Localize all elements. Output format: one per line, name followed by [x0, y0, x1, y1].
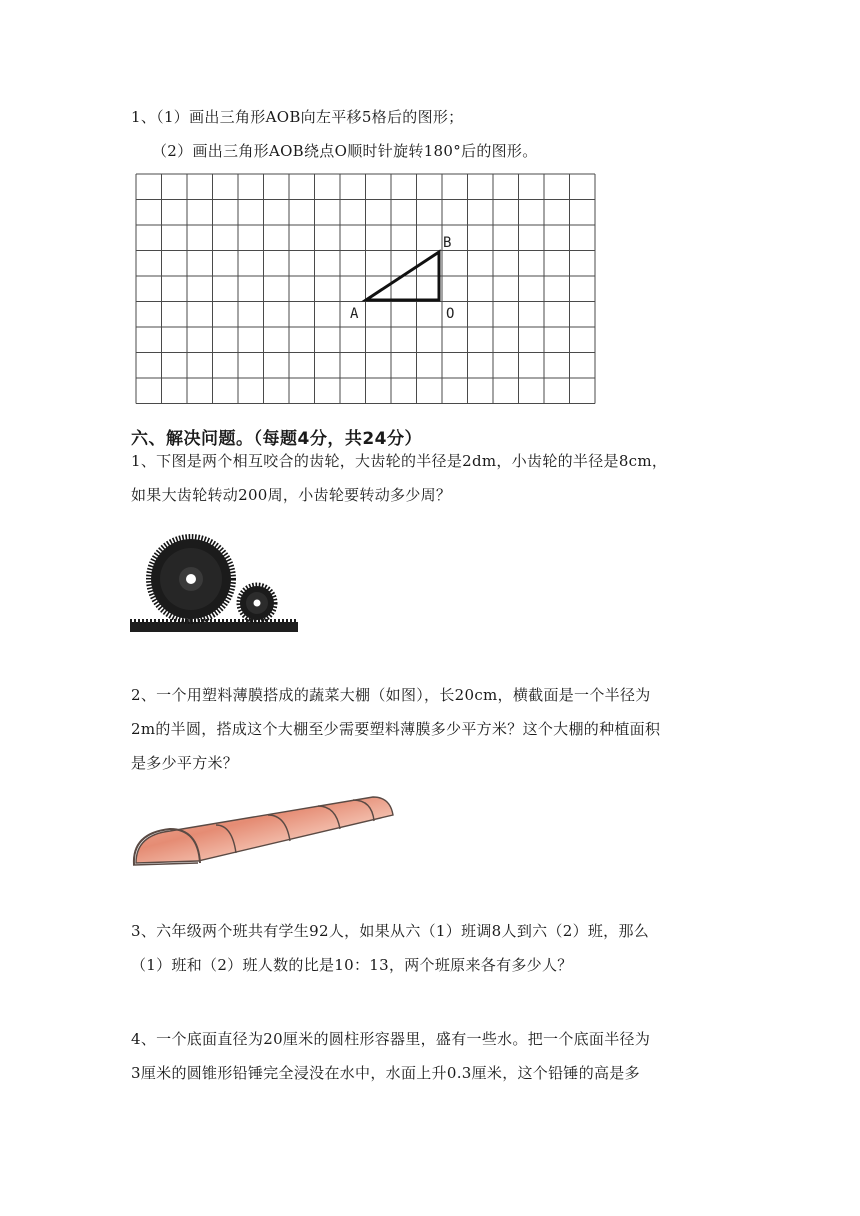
question-4-line2: 3厘米的圆锥形铅锤完全浸没在水中，水面上升0.3厘米，这个铅锤的高是多 [131, 1064, 640, 1082]
question-transform-line1: 1、（1）画出三角形AOB向左平移5格后的图形； [131, 108, 464, 126]
grid-figure [130, 170, 600, 406]
greenhouse-illustration [128, 787, 400, 871]
question-2-line3: 是多少平方米？ [131, 754, 239, 772]
large-gear [149, 537, 233, 621]
small-gear [239, 585, 275, 621]
question-3-line2: （1）班和（2）班人数的比是10：13，两个班原来各有多少人？ [131, 956, 573, 974]
question-3-line1: 3、六年级两个班共有学生92人，如果从六（1）班调8人到六（2）班，那么 [131, 922, 650, 940]
label-a: A [350, 306, 359, 322]
question-2-line2: 2m的半圆，搭成这个大棚至少需要塑料薄膜多少平方米？这个大棚的种植面积 [131, 720, 661, 738]
question-1-line1: 1、下图是两个相互咬合的齿轮，大齿轮的半径是2dm，小齿轮的半径是8cm， [131, 452, 668, 470]
gears-illustration [128, 528, 300, 636]
section-heading: 六、解决问题。（每题4分，共24分） [131, 429, 422, 449]
question-4-line1: 4、一个底面直径为20厘米的圆柱形容器里，盛有一些水。把一个底面半径为 [131, 1030, 651, 1048]
label-b: B [443, 235, 452, 251]
question-2-line1: 2、一个用塑料薄膜搭成的蔬菜大棚（如图），长20cm，横截面是一个半径为 [131, 686, 651, 704]
question-1-line2: 如果大齿轮转动200周，小齿轮要转动多少周？ [131, 486, 452, 504]
rack-base [130, 622, 298, 632]
question-transform-line2: （2）画出三角形AOB绕点O顺时针旋转180°后的图形。 [152, 142, 538, 160]
grid-lines [136, 174, 595, 404]
label-o: O [446, 306, 455, 322]
